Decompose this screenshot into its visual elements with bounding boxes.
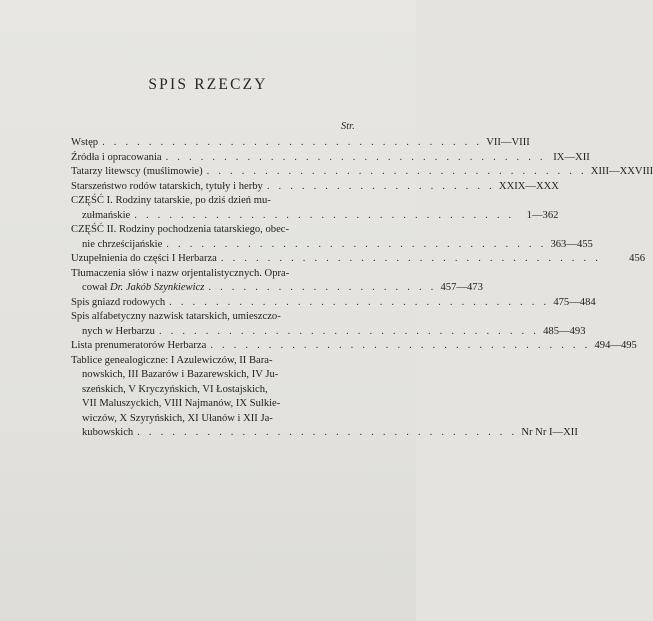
toc-entry-label: Spis alfabetyczny nazwisk tatarskich, umieszczo- bbox=[71, 311, 281, 322]
toc-entry-label: Tłumaczenia słów i nazw orjentalistycznych. Opra- bbox=[71, 267, 290, 279]
toc-entry bbox=[71, 165, 653, 180]
toc-entry-label-cont: zułmańskie bbox=[82, 209, 131, 221]
toc-entry-page: XIII—XXVIII bbox=[590, 166, 653, 177]
toc-entry-page: Nr Nr I—XII bbox=[521, 427, 578, 438]
toc-leader-dots: . . . . . . . . . . . . . . . . . . . . bbox=[208, 282, 437, 293]
toc-leader-dots: . . . . . . . . . . . . . . . . . . . . . . . . . . . . . . . . . bbox=[220, 253, 602, 264]
toc-entry-label-cont: kubowskich bbox=[82, 427, 134, 438]
toc-entry-author: Dr. Jakób Szynkiewicz bbox=[109, 282, 205, 293]
toc-entry-continuation: VII Maluszyckich, VIII Najmanów, IX Sulkie- bbox=[82, 398, 281, 409]
toc-leader-dots: . . . . . . . . . . . . . . . . . . . . . . . . . . . . . . . . . bbox=[210, 340, 591, 351]
toc-entry-page: 457—473 bbox=[440, 282, 483, 293]
toc-entry-label: Starszeństwo rodów tatarskich, tytuły i herby bbox=[71, 180, 263, 192]
toc-entry bbox=[71, 194, 405, 209]
toc-entry-page: VII—VIII bbox=[486, 137, 530, 148]
toc-entry-label: Tatarzy litewscy (muślimowie) bbox=[71, 166, 203, 177]
toc-entry-page: IX—XII bbox=[553, 151, 590, 163]
toc-entry-label: Źródła i opracowania bbox=[71, 151, 162, 163]
toc-entry bbox=[71, 180, 559, 195]
toc-entry-continuation bbox=[71, 209, 559, 224]
table-of-contents bbox=[71, 136, 653, 441]
toc-entry-continuation bbox=[71, 325, 586, 340]
toc-entry-label: CZĘŚĆ I. Rodziny tatarskie, po dziś dzień mu- bbox=[71, 195, 271, 206]
toc-entry bbox=[71, 267, 405, 282]
page-title: SPIS RZECZY bbox=[148, 76, 268, 93]
toc-entry bbox=[71, 310, 405, 325]
toc-entry-continuation bbox=[71, 281, 483, 296]
toc-entry-page: 475—484 bbox=[553, 296, 596, 308]
toc-entry bbox=[71, 151, 590, 166]
toc-entry-label: Wstęp bbox=[71, 137, 99, 148]
toc-entry-page: XXIX—XXX bbox=[498, 180, 559, 192]
toc-entry bbox=[71, 223, 405, 238]
toc-entry-label: Lista prenumeratorów Herbarza bbox=[71, 340, 207, 351]
toc-entry-label-cont: cował bbox=[82, 282, 108, 293]
toc-entry-page: 1—362 bbox=[526, 209, 559, 221]
toc-entry-continuation bbox=[71, 238, 593, 253]
toc-entry bbox=[71, 296, 596, 311]
toc-entry bbox=[71, 136, 530, 151]
toc-entry-label: Tablice genealogiczne: I Azulewiczów, II Bara- bbox=[71, 354, 273, 366]
toc-entry-continuation: wiczów, X Szyryńskich, XI Ułanów i XII Ja- bbox=[82, 412, 273, 424]
toc-leader-dots: . . . . . . . . . . . . . . . . . . . . . . . . . . . . . . . . . bbox=[134, 209, 515, 221]
page-column-header: Str. bbox=[341, 121, 355, 132]
toc-entry-page: 363—455 bbox=[550, 238, 593, 250]
toc-entry-label-cont: nych w Herbarzu bbox=[82, 325, 155, 337]
toc-entry bbox=[71, 354, 405, 369]
toc-entry-continuation bbox=[71, 426, 578, 441]
toc-leader-dots: . . . . . . . . . . . . . . . . . . . . bbox=[266, 180, 495, 192]
toc-leader-dots: . . . . . . . . . . . . . . . . . . . . . . . . . . . . . . . . . bbox=[166, 238, 547, 250]
toc-entry bbox=[71, 339, 637, 354]
toc-entry-label-cont: nie chrześcijańskie bbox=[82, 238, 163, 250]
toc-leader-dots: . . . . . . . . . . . . . . . . . . . . . . . . . . . . . . . . . bbox=[165, 151, 546, 163]
toc-entry bbox=[71, 252, 646, 267]
toc-entry-label: CZĘŚĆ II. Rodziny pochodzenia tatarskiego, obec- bbox=[71, 224, 289, 235]
toc-entry-page: 494—495 bbox=[594, 340, 637, 351]
toc-entry-continuation: nowskich, III Bazarów i Bazarewskich, IV Ju- bbox=[82, 369, 279, 380]
toc-entry-continuation: szeńskich, V Kryczyńskich, VI Łostajskich, bbox=[82, 383, 268, 395]
toc-entry-page: 485—493 bbox=[543, 325, 586, 337]
toc-entry-page: 456 bbox=[629, 253, 646, 264]
toc-leader-dots: . . . . . . . . . . . . . . . . . . . . . . . . . . . . . . . . . bbox=[102, 137, 483, 148]
toc-leader-dots: . . . . . . . . . . . . . . . . . . . . . . . . . . . . . . . . . bbox=[158, 325, 540, 337]
toc-leader-dots: . . . . . . . . . . . . . . . . . . . . . . . . . . . . . . . . . bbox=[206, 166, 587, 177]
toc-leader-dots: . . . . . . . . . . . . . . . . . . . . . . . . . . . . . . . . . bbox=[169, 296, 550, 308]
toc-leader-dots: . . . . . . . . . . . . . . . . . . . . . . . . . . . . . . . . . bbox=[137, 427, 518, 438]
toc-entry-label: Spis gniazd rodowych bbox=[71, 296, 166, 308]
toc-entry-label: Uzupełnienia do części I Herbarza bbox=[71, 253, 217, 264]
